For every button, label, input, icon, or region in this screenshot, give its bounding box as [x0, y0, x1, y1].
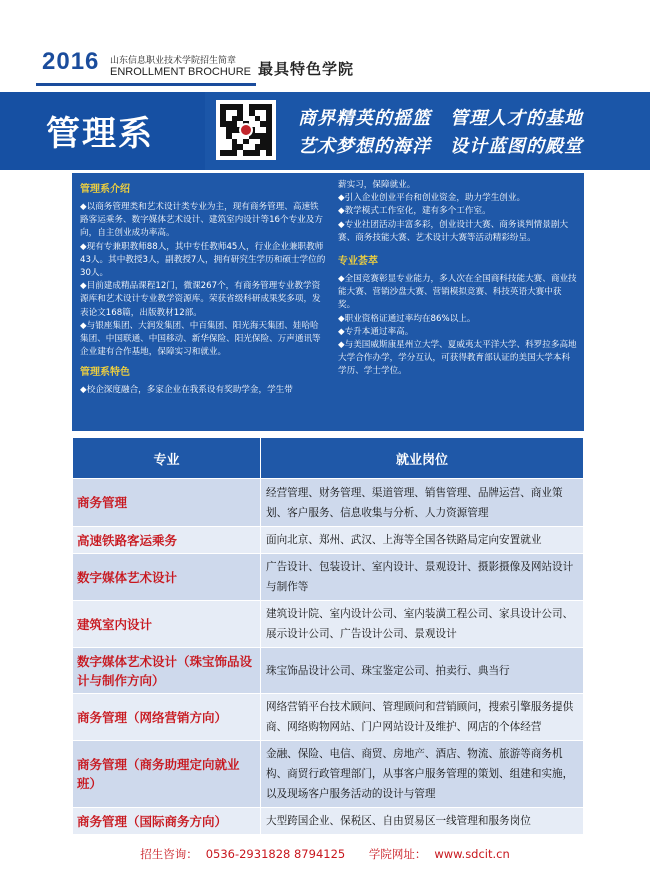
major-cell: 商务管理（网络营销方向） — [73, 694, 261, 741]
website-label: 学院网址： — [368, 847, 427, 861]
qr-code-icon[interactable] — [216, 100, 276, 160]
major-cell: 商务管理（国际商务方向） — [73, 808, 261, 835]
school-logo-icon — [239, 123, 253, 137]
page-header — [0, 0, 650, 88]
table-row — [73, 601, 584, 648]
department-banner — [0, 92, 650, 170]
phone-number[interactable]: 0536-2931828 8794125 — [205, 847, 346, 861]
honor-item: ◆职业资格证通过率均在86%以上。 — [338, 313, 476, 324]
school-name: 山东信息职业技术学院招生简章 — [110, 56, 237, 66]
table-row — [73, 741, 584, 808]
major-cell: 数字媒体艺术设计 — [73, 554, 261, 601]
jobs-cell: 面向北京、郑州、武汉、上海等全国各铁路局定向安置就业 — [261, 527, 584, 554]
jobs-cell: 珠宝饰品设计公司、珠宝鉴定公司、拍卖行、典当行 — [261, 648, 584, 694]
major-cell: 数字媒体艺术设计（珠宝饰品设计与制作方向） — [73, 648, 261, 694]
honor-item: ◆全国竞赛彰显专业能力，多人次在全国商科技能大赛、商业技能大赛、营销沙盘大赛、营销模拟竞赛、科技英语大赛中获奖。 — [338, 274, 577, 311]
feature-item: ◆专业社团活动丰富多彩，创业设计大赛、商务谈判情景剧大赛、商务技能大赛、艺术设计大赛等活动精彩纷呈。 — [338, 219, 569, 243]
contact-footer — [0, 846, 650, 862]
info-left-column — [80, 181, 326, 398]
jobs-cell: 金融、保险、电信、商贸、房地产、酒店、物流、旅游等商务机构、商贸行政管理部门，从事客户服务管理的策划、组建和实施，以及现场客户服务活动的设计与管理 — [261, 741, 584, 808]
header-slogan: 最具特色学院 — [258, 60, 355, 78]
header-rule — [36, 83, 256, 86]
major-cell: 高速铁路客运乘务 — [73, 527, 261, 554]
intro-item: ◆现有专兼职教师88人，其中专任教师45人，行业企业兼职教师43人。其中教授3人，副教授7人，拥有研究生学历和硕士学位的30人。 — [80, 241, 326, 279]
table-row — [73, 694, 584, 741]
tagline-1: 商界精英的摇篮 管理人才的基地 — [298, 108, 583, 129]
feature-item: ◆引入企业创业平台和创业资金，助力学生创业。 — [338, 193, 526, 204]
jobs-cell: 大型跨国企业、保税区、自由贸易区一线管理和服务岗位 — [261, 808, 584, 835]
intro-item: ◆与银座集团、大润发集团、中百集团、阳光海天集团、娃哈哈集团、中国联通、中国移动、新华保险、阳光保险、万声通讯等企业建有合作基地，保障实习和就业。 — [80, 320, 321, 358]
table-row — [73, 648, 584, 694]
website-link[interactable]: www.sdcit.cn — [434, 847, 510, 861]
honor-item: ◆与美国威斯康星州立大学、夏威夷太平洋大学、科罗拉多高地大学合作办学，学分互认，可获得教育部认证的美国大学本科学历、学士学位。 — [338, 340, 577, 377]
column-header-major: 专业 — [73, 438, 261, 479]
department-block — [0, 92, 205, 170]
honor-item: ◆专升本通过率高。 — [338, 326, 414, 337]
brochure-label: ENROLLMENT BROCHURE — [110, 66, 251, 78]
department-title: 管理系 — [46, 114, 154, 154]
feature-item: 薪实习，保障就业。 — [338, 180, 416, 190]
feature-item: ◆校企深度融合，多家企业在我系设有奖助学金，学生带 — [80, 385, 293, 396]
table-row — [73, 479, 584, 527]
table-row — [73, 554, 584, 601]
department-info-panel — [72, 173, 584, 431]
honor-title: 专业荟萃 — [338, 256, 378, 268]
jobs-cell: 经营管理、财务管理、渠道管理、销售管理、品牌运营、商业策划、客户服务、信息收集与分析、人力资源管理 — [261, 479, 584, 527]
column-header-jobs: 就业岗位 — [261, 438, 584, 479]
jobs-cell: 建筑设计院、室内设计公司、室内装潢工程公司、家具设计公司、展示设计公司、广告设计公司、景观设计 — [261, 601, 584, 648]
intro-item: ◆以商务管理类和艺术设计类专业为主，现有商务管理、高速铁路客运乘务、数字媒体艺术设计、建筑室内设计等16个专业及方向，自主创业成功率高。 — [80, 202, 323, 239]
feature-item: ◆教学模式工作室化，建有多个工作室。 — [338, 206, 491, 217]
feature-title: 管理系特色 — [80, 367, 130, 379]
consult-label: 招生咨询： — [140, 847, 198, 861]
major-cell: 商务管理 — [73, 479, 261, 527]
info-right-column — [338, 179, 578, 379]
major-cell: 商务管理（商务助理定向就业班） — [73, 741, 261, 808]
intro-title: 管理系介绍 — [80, 184, 130, 195]
jobs-cell: 网络营销平台技术顾问、管理顾问和营销顾问，搜索引擎服务提供商、网络购物网站、门户网站设计及维护、网店的个体经营 — [261, 694, 584, 741]
jobs-cell: 广告设计、包装设计、室内设计、景观设计、摄影摄像及网站设计与制作等 — [261, 554, 584, 601]
major-jobs-table — [72, 437, 584, 835]
year-label: 2016 — [42, 48, 100, 75]
intro-item: ◆目前建成精品课程12门，微课267个，有商务管理专业教学资源库和艺术设计专业教学资源库。荣获省级科研成果奖多项，发表论文168篇，出版教材12部。 — [80, 281, 321, 318]
table-row — [73, 808, 584, 835]
table-header-row — [73, 438, 584, 479]
major-cell: 建筑室内设计 — [73, 601, 261, 648]
tagline-2: 艺术梦想的海洋 设计蓝图的殿堂 — [298, 136, 583, 157]
table-row — [73, 527, 584, 554]
